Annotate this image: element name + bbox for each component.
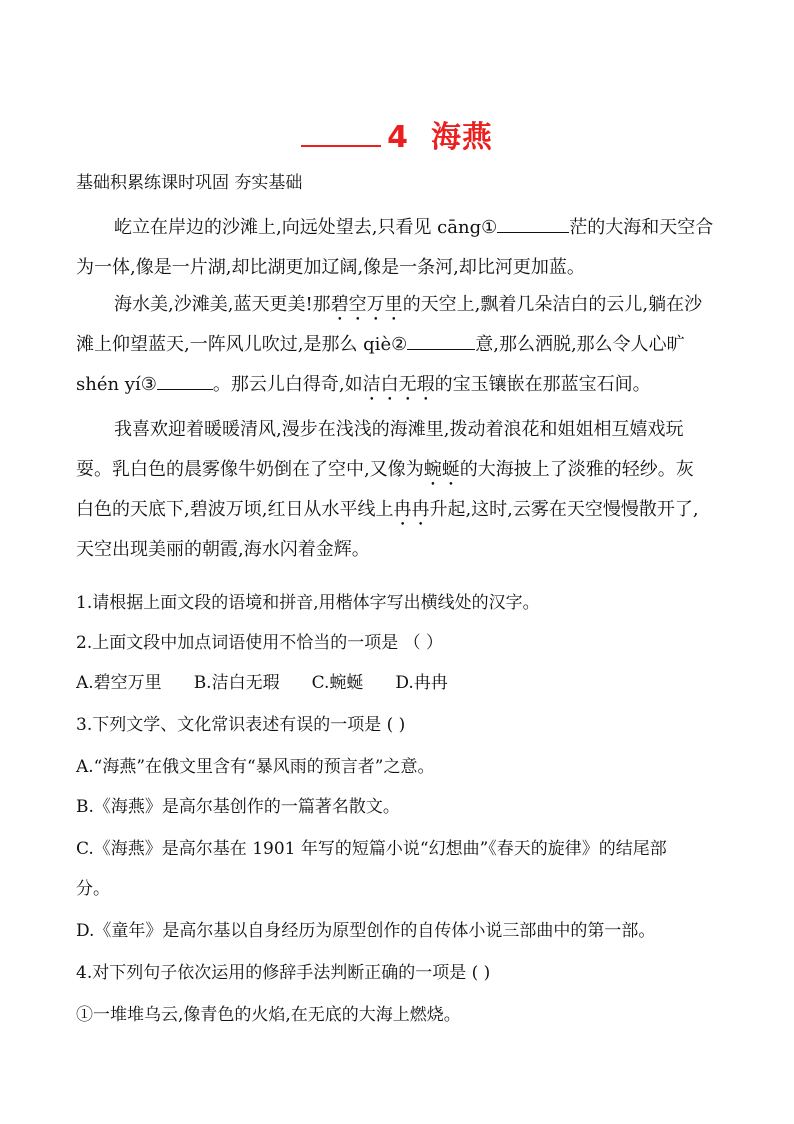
option-c: C.蜿蜒 — [311, 673, 364, 693]
page-title — [0, 112, 794, 156]
question-2-options — [76, 668, 480, 693]
question-3-option-a: A.“海燕”在俄文里含有“暴风雨的预言者”之意。 — [76, 757, 435, 777]
passage-paragraph-2: 海水美,沙滩美,蓝天更美!那碧空万里的天空上,飘着几朵洁白的云儿,躺在沙 滩上仰望蓝天,一阵风儿吹过,是那么 qiè② 意,那么洒脱,那么令人心旷 shén yí③ 。那云儿白得奇,如洁白无瑕的宝玉镶嵌在那蓝宝石间。 — [76, 294, 703, 395]
question-4-sentence-1: ①一堆堆乌云,像青色的火焰,在无底的大海上燃烧。 — [76, 1005, 461, 1025]
question-3: 3.下列文学、文化常识表述有误的一项是 ( ) — [76, 715, 406, 735]
question-4: 4.对下列句子依次运用的修辞手法判断正确的一项是 ( ) — [76, 963, 491, 983]
fill-blank-2 — [407, 331, 475, 350]
lesson-title: 海燕 — [430, 120, 493, 155]
question-1: 1.请根据上面文段的语境和拼音,用楷体字写出横线处的汉字。 — [76, 593, 540, 613]
dotted-word-4: 冉冉 — [393, 499, 430, 520]
option-d: D.冉冉 — [395, 673, 448, 693]
dotted-word-3: 蜿蜒 — [423, 459, 460, 480]
option-a: A.碧空万里 — [76, 673, 162, 693]
lesson-number: 4 — [387, 120, 409, 155]
question-3-option-c: C.《海燕》是高尔基在 1901 年写的短篇小说“幻想曲”《春天的旋律》的结尾部 — [76, 839, 667, 859]
title-blank-line — [301, 123, 381, 147]
question-3-option-d: D.《童年》是高尔基以自身经历为原型创作的自传体小说三部曲中的第一部。 — [76, 921, 656, 941]
passage-paragraph-1: 屹立在岸边的沙滩上,向远处望去,只看见 cāng① 茫的大海和天空合 为一体,像是一片湖,却比湖更加辽阔,像是一条河,却比河更加蓝。 — [76, 208, 726, 288]
dotted-word-2: 洁白无瑕 — [362, 374, 435, 395]
dotted-word-1: 碧空万里 — [330, 294, 403, 315]
fill-blank-1 — [497, 214, 569, 233]
question-3-option-c-cont: 分。 — [76, 879, 110, 899]
section-heading: 基础积累练课时巩固 夯实基础 — [76, 173, 303, 193]
option-b: B.洁白无瑕 — [193, 673, 280, 693]
question-3-option-b: B.《海燕》是高尔基创作的一篇著名散文。 — [76, 797, 400, 817]
passage-paragraph-3: 我喜欢迎着暖暖清风,漫步在浅浅的海滩里,拨动着浪花和姐姐相互嬉戏玩 耍。乳白色的晨雾像牛奶倒在了空中,又像为蜿蜒的大海披上了淡雅的轻纱。灰 白色的天底下,碧波万顷,红日从水平线上冉冉升起,这时,云雾在天空慢慢散开了, 天空出现美丽的朝霞,海水闪着金辉。 — [76, 419, 699, 560]
question-2: 2.上面文段中加点词语使用不恰当的一项是 （ ） — [76, 633, 444, 653]
fill-blank-3 — [157, 371, 213, 390]
